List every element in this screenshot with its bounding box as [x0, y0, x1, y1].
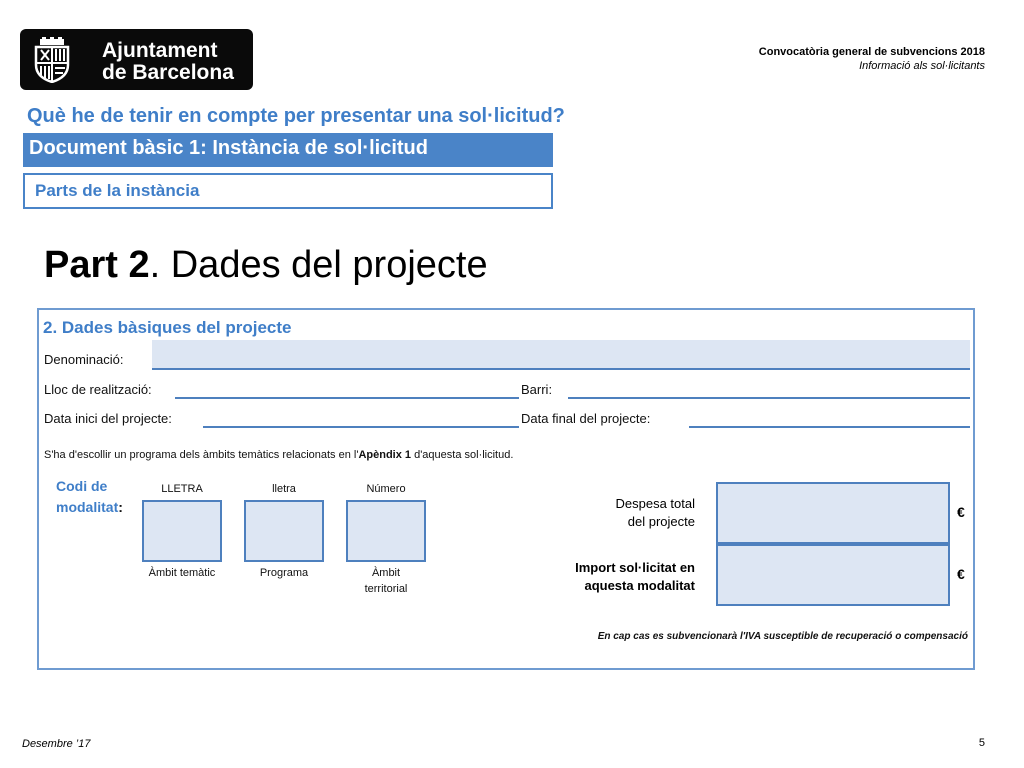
- ajuntament-logo: [20, 29, 253, 90]
- import-line1: Import sol·licitat en: [575, 560, 695, 575]
- codi-label-line2: modalitat: [56, 499, 119, 515]
- barri-field[interactable]: [568, 397, 970, 399]
- document-bar-label: Document bàsic 1: Instància de sol·licitud: [29, 137, 428, 159]
- parts-box: [23, 173, 553, 209]
- code-box-3-top-label: Número: [366, 483, 406, 495]
- code-box-programa[interactable]: [244, 500, 324, 562]
- code-box-2-bottom-label: Programa: [259, 567, 309, 579]
- denominacio-field[interactable]: [152, 340, 970, 370]
- despesa-euro-sign: €: [957, 504, 965, 520]
- code-box-3-bottom-label: Àmbit: [371, 567, 401, 579]
- main-question: Què he de tenir en compte per presentar una sol·licitud?: [27, 105, 565, 127]
- despesa-line1: Despesa total: [615, 496, 695, 511]
- denominacio-label: Denominació:: [44, 352, 124, 367]
- code-box-1-top-label: LLETRA: [161, 483, 203, 495]
- code-box-2-top-label: lletra: [272, 483, 296, 495]
- logo-text-line1: Ajuntament: [102, 39, 218, 62]
- apendix-note: [44, 449, 513, 461]
- apendix-note-post: d'aquesta sol·licitud.: [411, 449, 514, 461]
- code-box-lletra[interactable]: [142, 500, 222, 562]
- document-bar: [23, 133, 553, 167]
- import-solicitat-label: [575, 559, 695, 595]
- apendix-note-bold: Apèndix 1: [358, 449, 412, 461]
- data-inici-label: Data inici del projecte:: [44, 411, 172, 426]
- lloc-label: Lloc de realització:: [44, 382, 152, 397]
- import-euro-sign: €: [957, 566, 965, 582]
- codi-label-colon: :: [118, 499, 123, 515]
- despesa-total-label: [616, 495, 696, 531]
- barcelona-shield-icon: [30, 37, 74, 83]
- page-number: 5: [978, 737, 985, 749]
- codi-modalitat-label: [56, 476, 123, 518]
- barri-label: Barri:: [521, 382, 553, 397]
- project-data-form: [37, 308, 975, 670]
- part-title: [44, 244, 488, 287]
- code-box-1-bottom-label: Àmbit temàtic: [148, 567, 216, 579]
- parts-label: Parts de la instància: [35, 181, 200, 200]
- logo-text-line2: de Barcelona: [102, 61, 234, 84]
- apendix-note-pre: S'ha d'escollir un programa dels àmbits temàtics relacionats en l': [44, 449, 359, 461]
- import-solicitat-field[interactable]: [716, 544, 950, 606]
- code-box-3-bottom-label-2: territorial: [364, 583, 408, 595]
- despesa-line2: del projecte: [627, 514, 695, 529]
- code-box-ambit-territorial[interactable]: [346, 500, 426, 562]
- header-title: Convocatòria general de subvencions 2018: [758, 46, 985, 58]
- data-inici-field[interactable]: [203, 426, 519, 428]
- header-subtitle: Informació als sol·licitants: [859, 60, 985, 72]
- despesa-total-field[interactable]: [716, 482, 950, 544]
- form-heading: 2. Dades bàsiques del projecte: [43, 318, 292, 337]
- import-line2: aquesta modalitat: [584, 578, 695, 593]
- iva-note: En cap cas es subvencionarà l'IVA susceptible de recuperació o compensació: [597, 631, 968, 642]
- part-title-bold: Part 2: [44, 244, 150, 286]
- lloc-field[interactable]: [175, 397, 519, 399]
- data-final-label: Data final del projecte:: [521, 411, 651, 426]
- part-title-rest: . Dades del projecte: [149, 244, 488, 286]
- codi-label-line1: Codi de: [56, 478, 108, 494]
- data-final-field[interactable]: [689, 426, 970, 428]
- footer-date: Desembre ’17: [22, 738, 91, 750]
- codi-label-line2-wrap: [56, 497, 123, 518]
